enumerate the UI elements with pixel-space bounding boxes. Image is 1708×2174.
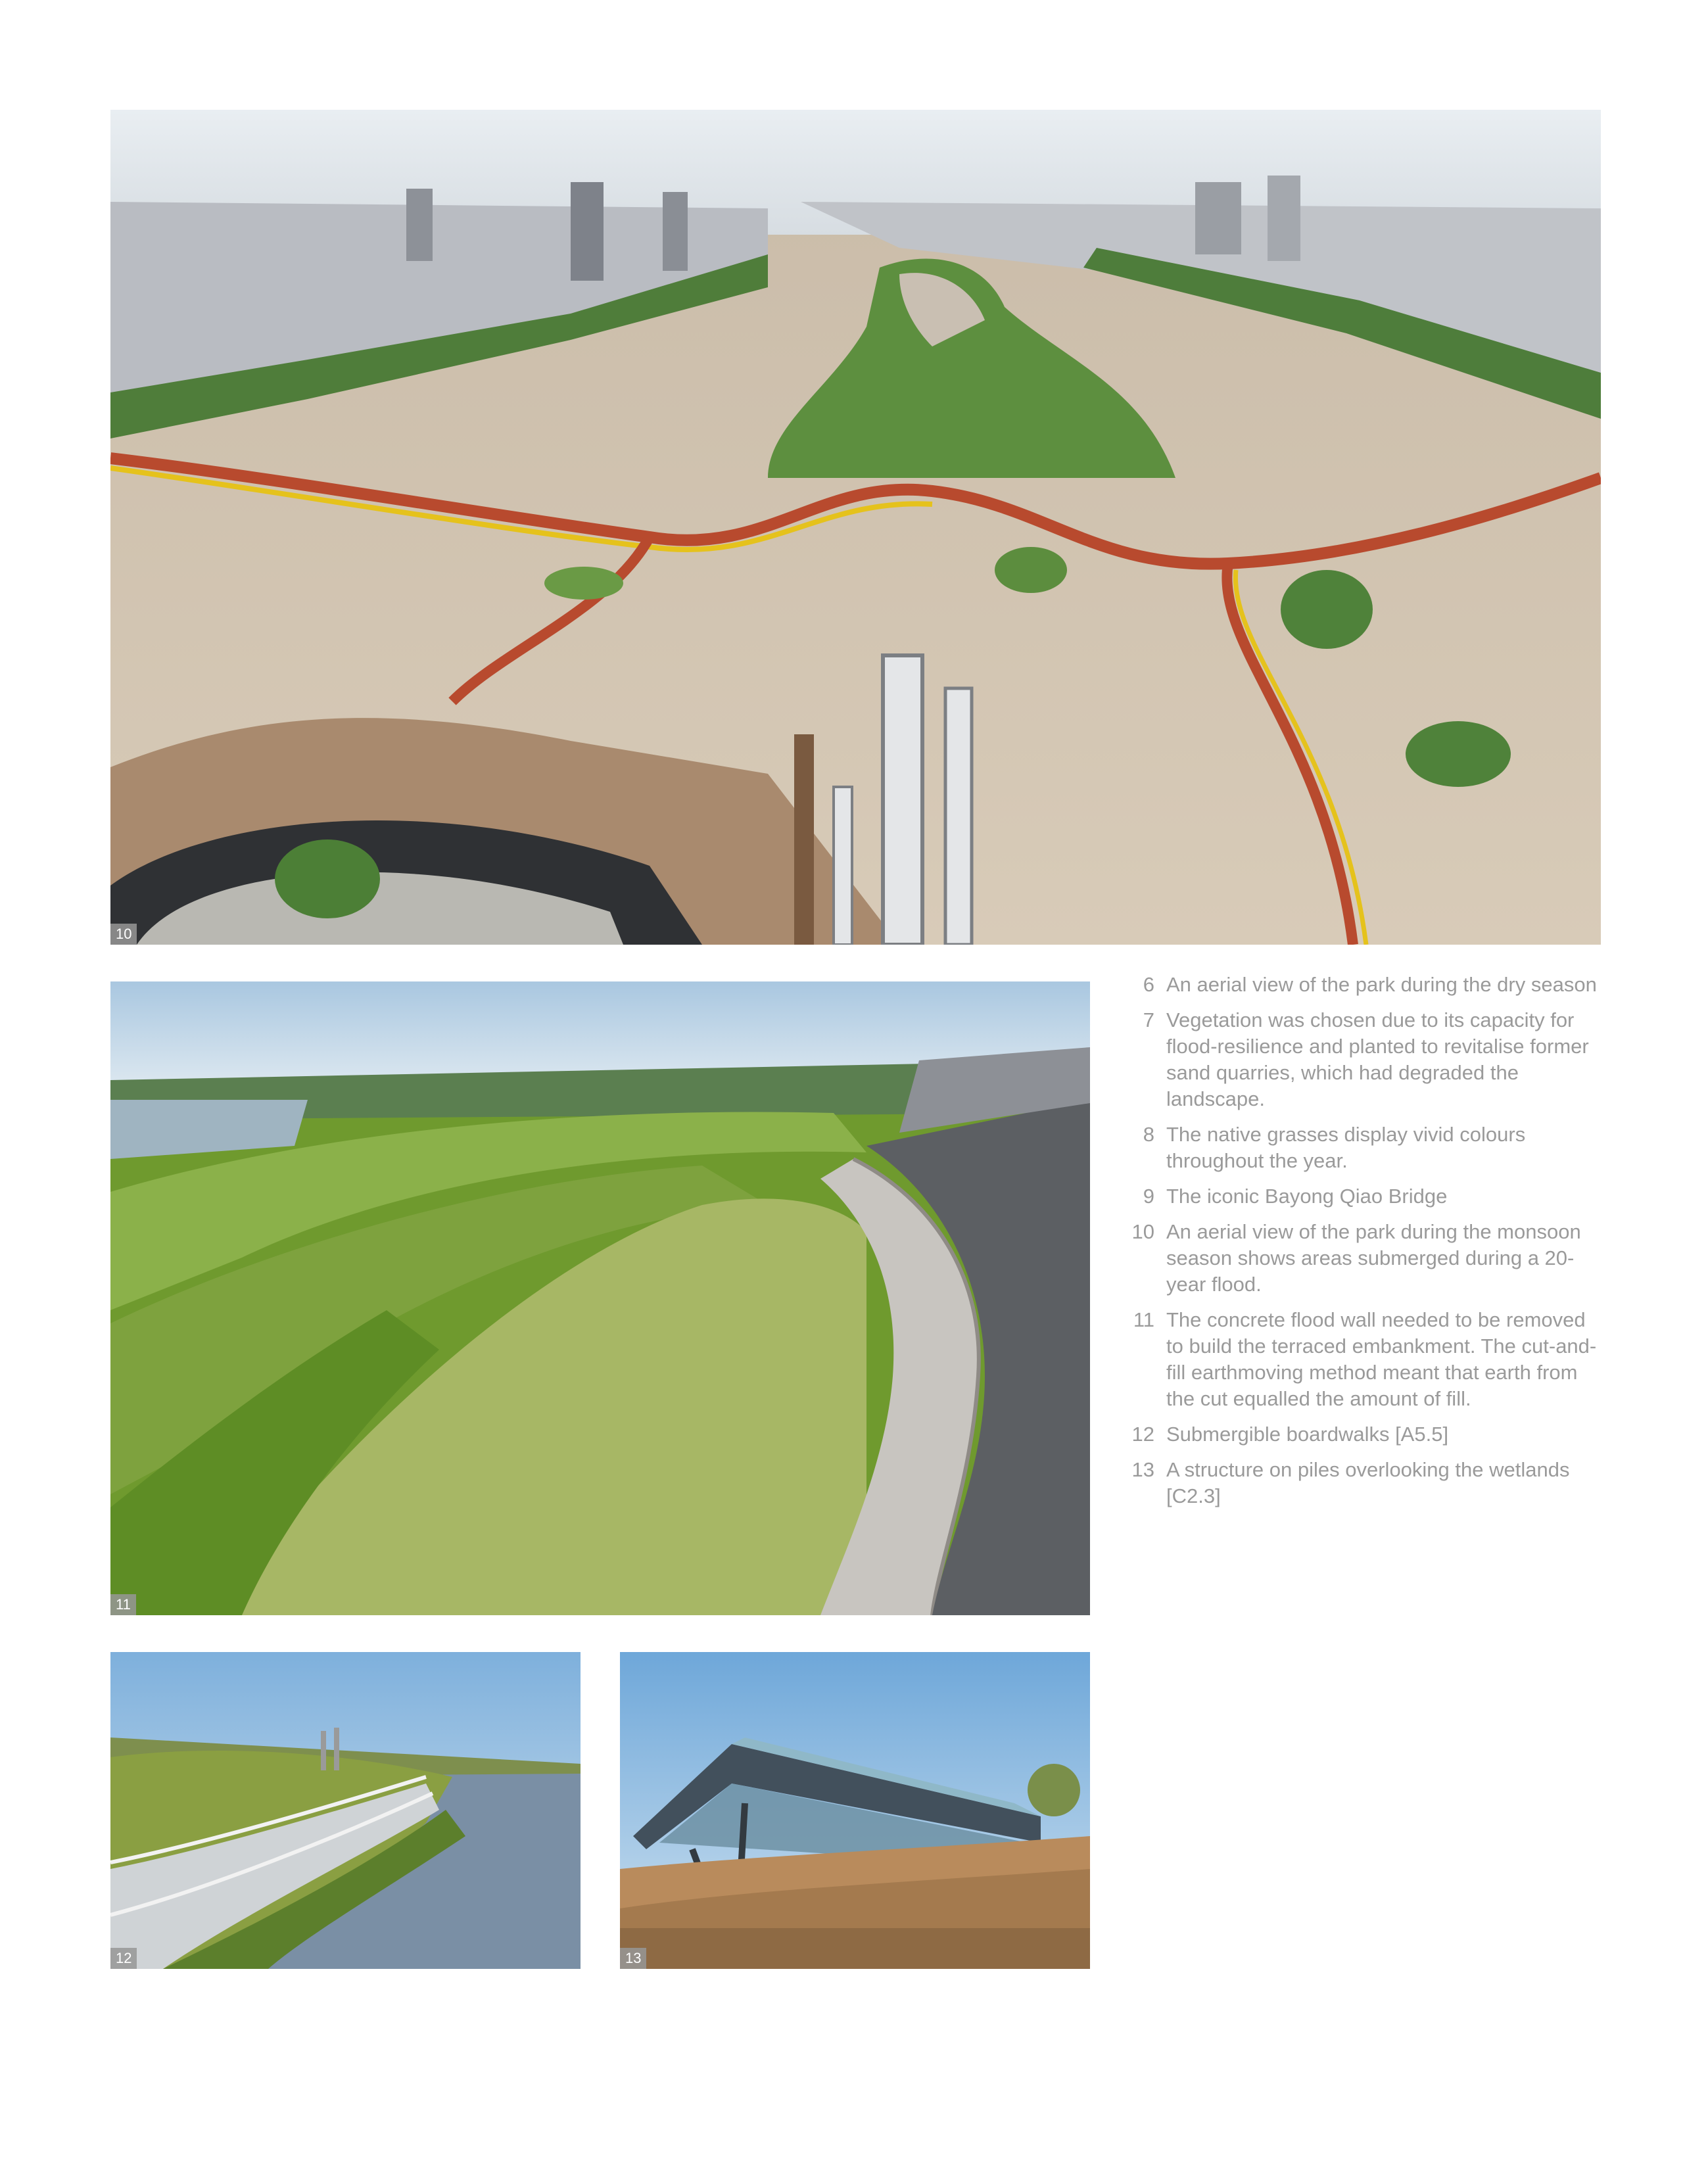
caption-text: Vegetation was chosen due to its capacity for flood-resilience and planted to revitalise former sand quarries, which had degraded the landscape. bbox=[1166, 1008, 1589, 1110]
aerial-photo-graphic bbox=[110, 110, 1601, 945]
photo-structure-on-piles bbox=[620, 1652, 1090, 1969]
caption-number: 13 bbox=[1131, 1458, 1154, 1481]
photo-terraced-embankment bbox=[110, 981, 1090, 1615]
pile-structure-photo-graphic bbox=[620, 1652, 1090, 1969]
caption-text: An aerial view of the park during the monsoon season shows areas submerged during a 20-year flood. bbox=[1166, 1220, 1581, 1296]
photo-number-label: 12 bbox=[110, 1948, 137, 1969]
photo-aerial-monsoon bbox=[110, 110, 1601, 945]
embankment-photo-graphic bbox=[110, 981, 1090, 1615]
caption-number: 7 bbox=[1143, 1008, 1154, 1031]
caption-item bbox=[1126, 1421, 1599, 1448]
caption-text: A structure on piles overlooking the wetlands [C2.3] bbox=[1166, 1458, 1570, 1507]
caption-number: 12 bbox=[1131, 1423, 1154, 1446]
photo-number-label: 13 bbox=[620, 1948, 646, 1969]
caption-number: 10 bbox=[1131, 1220, 1154, 1243]
photo-number-label: 10 bbox=[110, 924, 137, 945]
caption-number: 8 bbox=[1143, 1123, 1154, 1146]
photo-submergible-boardwalk bbox=[110, 1652, 581, 1969]
caption-number: 11 bbox=[1133, 1308, 1154, 1331]
caption-text: An aerial view of the park during the dry season bbox=[1166, 973, 1597, 996]
caption-text: Submergible boardwalks [A5.5] bbox=[1166, 1423, 1449, 1446]
caption-item bbox=[1126, 972, 1599, 998]
caption-text: The iconic Bayong Qiao Bridge bbox=[1166, 1185, 1448, 1208]
caption-text: The concrete flood wall needed to be removed to build the terraced embankment. The cut-and-fill earthmoving method meant that earth from the cut equalled the amount of fill. bbox=[1166, 1308, 1597, 1410]
caption-text: The native grasses display vivid colours throughout the year. bbox=[1166, 1123, 1526, 1172]
caption-item bbox=[1126, 1457, 1599, 1509]
caption-item bbox=[1126, 1307, 1599, 1412]
caption-item bbox=[1126, 1122, 1599, 1174]
boardwalk-photo-graphic bbox=[110, 1652, 581, 1969]
caption-item bbox=[1126, 1007, 1599, 1112]
caption-item bbox=[1126, 1183, 1599, 1210]
caption-number: 6 bbox=[1143, 973, 1154, 996]
caption-item bbox=[1126, 1219, 1599, 1298]
caption-list bbox=[1126, 972, 1599, 1519]
caption-number: 9 bbox=[1143, 1185, 1154, 1208]
photo-number-label: 11 bbox=[110, 1594, 136, 1615]
